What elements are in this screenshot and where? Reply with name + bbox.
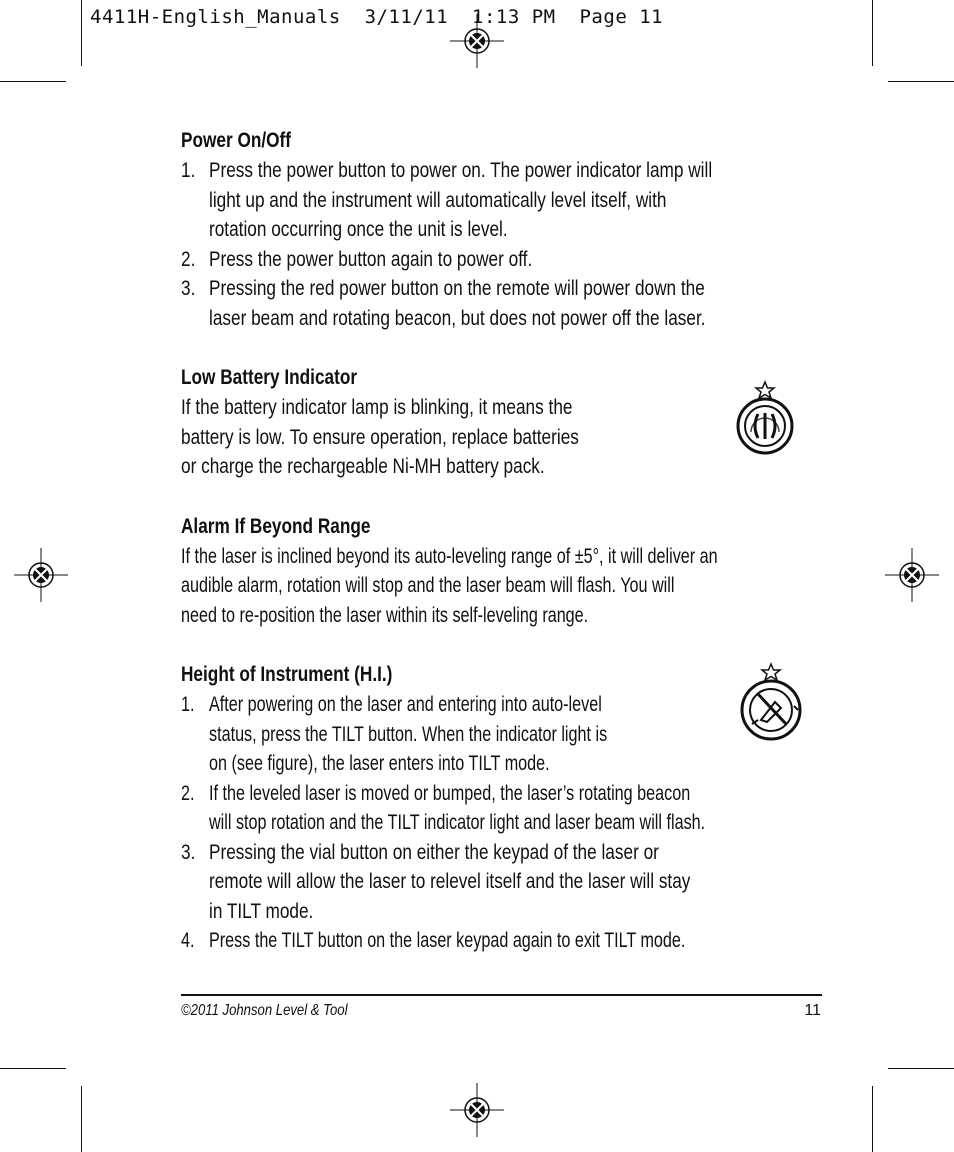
list-item (181, 838, 826, 927)
text-line: in TILT mode. (209, 899, 314, 923)
text-line: Pressing the vial button on either the keypad of the laser or (209, 840, 659, 864)
text-line: If the battery indicator lamp is blinking, it means the (181, 396, 573, 419)
crop-mark-top-left-vertical (81, 0, 82, 66)
list-number: 4. (181, 929, 195, 952)
text-line: on (see figure), the laser enters into TILT mode. (209, 752, 550, 775)
list-number: 2. (181, 781, 195, 805)
section-heading: Power On/Off (181, 129, 292, 152)
section-heading: Height of Instrument (H.I.) (181, 663, 393, 686)
text-line: laser beam and rotating beacon, but does not power off the laser. (209, 306, 706, 330)
battery-indicator-button-icon (732, 380, 798, 456)
section-heading: Low Battery Indicator (181, 366, 358, 389)
list-number: 1. (181, 693, 195, 716)
list-item (181, 926, 826, 956)
page-number: 11 (804, 1002, 821, 1019)
section-height-of-instrument (181, 660, 826, 956)
crop-mark-top-right-vertical (872, 0, 873, 66)
footer-divider (181, 994, 822, 996)
crop-mark-bottom-left-horizontal (0, 1068, 66, 1069)
section-low-battery (181, 363, 826, 482)
crop-mark-bottom-left-vertical (81, 1086, 82, 1152)
text-line: or charge the rechargeable Ni-MH battery pack. (181, 455, 545, 478)
list-item (181, 245, 826, 275)
crop-mark-top-right-horizontal (888, 81, 954, 82)
registration-mark-left-icon (14, 548, 68, 602)
text-line: If the leveled laser is moved or bumped, the laser’s rotating beacon (209, 781, 691, 805)
text-line: Pressing the red power button on the remote will power down the (209, 277, 705, 300)
section-heading: Alarm If Beyond Range (181, 514, 371, 538)
text-line: If the laser is inclined beyond its auto-leveling range of ±5°, it will deliver an (181, 544, 718, 568)
registration-mark-bottom-icon (450, 1083, 504, 1137)
registration-mark-right-icon (885, 548, 939, 602)
crop-mark-bottom-right-horizontal (888, 1068, 954, 1069)
text-line: audible alarm, rotation will stop and the laser beam will flash. You will (181, 574, 675, 597)
list-item (181, 156, 826, 245)
text-line: light up and the instrument will automatically level itself, with (209, 188, 667, 212)
text-line: will stop rotation and the TILT indicator light and laser beam will flash. (209, 811, 706, 834)
list-item (181, 779, 826, 838)
text-line: Press the power button to power on. The power indicator lamp will (209, 159, 713, 182)
list-number: 2. (181, 247, 196, 271)
list-number: 1. (181, 159, 196, 182)
print-slug: 4411H-English_Manuals 3/11/11 1:13 PM Page 11 (90, 6, 664, 28)
text-line: rotation occurring once the unit is level. (209, 218, 508, 241)
section-power (181, 126, 826, 333)
tilt-button-icon (736, 662, 806, 744)
text-line: Press the TILT button on the laser keypad again to exit TILT mode. (209, 929, 686, 952)
text-line: After powering on the laser and entering into auto-level (209, 693, 602, 716)
text-line: need to re-position the laser within its self-leveling range. (181, 603, 589, 627)
crop-mark-top-left-horizontal (0, 81, 66, 82)
manual-page-content (181, 126, 826, 956)
text-line: status, press the TILT button. When the indicator light is (209, 722, 608, 746)
registration-mark-top-icon (450, 14, 504, 68)
list-item (181, 690, 826, 779)
list-number: 3. (181, 840, 196, 864)
text-line: battery is low. To ensure operation, replace batteries (181, 425, 579, 449)
crop-mark-bottom-right-vertical (872, 1086, 873, 1152)
list-item (181, 274, 826, 333)
text-line: remote will allow the laser to relevel itself and the laser will stay (209, 870, 691, 893)
footer-copyright: ©2011 Johnson Level & Tool (181, 1002, 348, 1019)
text-line: Press the power button again to power off. (209, 247, 533, 271)
list-number: 3. (181, 277, 196, 300)
section-alarm (181, 512, 826, 631)
